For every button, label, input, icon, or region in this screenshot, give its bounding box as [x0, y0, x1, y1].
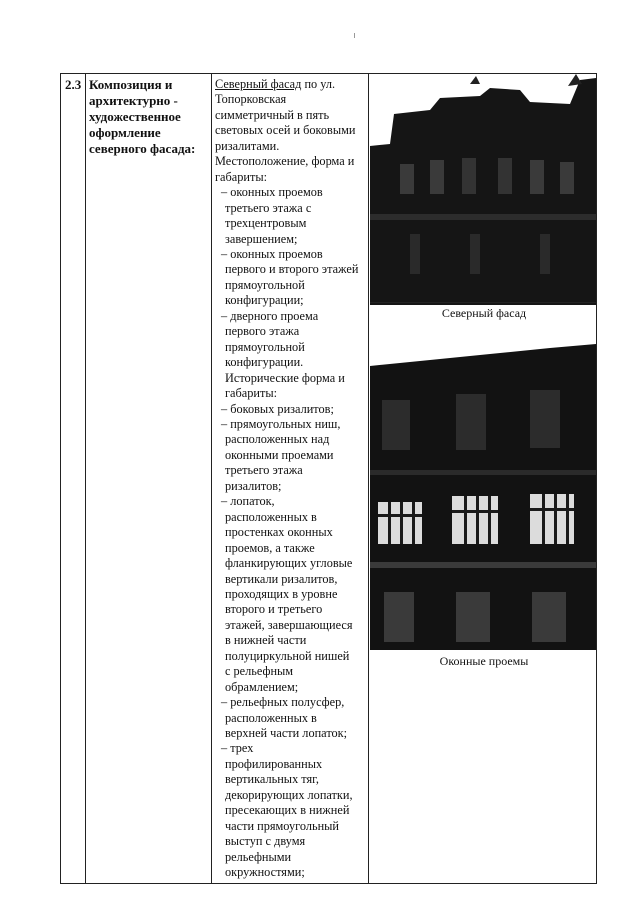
page-mark — [354, 33, 355, 38]
description-line: – рельефных полусфер, — [221, 695, 345, 710]
description-line: вертикали ризалитов, — [225, 571, 338, 586]
description-line: – оконных проемов — [221, 246, 323, 261]
description-line: с рельефным — [225, 664, 294, 679]
description-line: проемов, а также — [225, 540, 315, 555]
heading-line: северного фасада: — [89, 141, 196, 156]
description-line: проходящих в уровне — [225, 586, 338, 601]
description-line: прямоугольной — [225, 339, 305, 354]
description-line: – лопаток, — [221, 494, 275, 509]
description-line: оконными проемами — [225, 447, 334, 462]
description-line: – боковых ризалитов; — [221, 401, 334, 416]
description-line: части прямоугольный — [225, 818, 340, 833]
description-line: конфигурации. — [225, 355, 304, 370]
description-line: симметричный в пять — [215, 107, 330, 122]
description-line: верхней части лопаток; — [225, 726, 348, 741]
description-line: второго и третьего — [225, 602, 323, 617]
description-line: третьего этажа с — [225, 200, 312, 215]
description-line: декорирующих лопатки, — [225, 787, 353, 802]
description-line: прямоугольной — [225, 277, 305, 292]
facade-title: Северный фасад — [215, 77, 302, 91]
description-line: габариты: — [225, 386, 277, 401]
description-line: фланкирующих угловые — [225, 556, 353, 571]
description-line: световых осей и боковыми — [215, 123, 356, 138]
column-divider — [85, 74, 86, 883]
description-line: ризалитами. — [215, 138, 280, 153]
description-line: ризалитов; — [225, 478, 282, 493]
description-line: – дверного проема — [221, 308, 319, 323]
description-line: расположенных в — [225, 710, 317, 725]
description-line: окружностями; — [225, 865, 305, 880]
description-line: – трех — [221, 741, 254, 756]
heading-line: архитектурно - — [89, 93, 178, 108]
description-line: Местоположение, форма и — [215, 154, 355, 169]
description-lines — [215, 92, 365, 880]
heading-line: художественное — [89, 109, 181, 124]
description-line: простенках оконных — [225, 525, 333, 540]
heading-line: оформление — [89, 125, 161, 140]
window-openings-photo — [370, 330, 596, 650]
facade-description — [215, 77, 365, 881]
description-line: – прямоугольных ниш, — [221, 416, 341, 431]
section-heading — [89, 77, 209, 157]
description-line: выступ с двумя — [225, 834, 306, 849]
photo-caption: Северный фасад — [441, 306, 527, 320]
north-facade-photo — [370, 74, 596, 305]
row-number: 2.3 — [65, 77, 82, 92]
heritage-table — [60, 73, 597, 884]
description-line: расположенных в — [225, 509, 317, 524]
description-line: первого этажа — [225, 324, 300, 339]
description-line: первого и второго этажей — [225, 262, 359, 277]
description-line: конфигурации; — [225, 293, 304, 308]
intro-line — [215, 77, 365, 92]
description-line: полуциркульной нишей — [225, 648, 350, 663]
description-line: Исторические форма и — [225, 370, 345, 385]
description-line: расположенных над — [225, 432, 330, 447]
description-line: третьего этажа — [225, 463, 303, 478]
description-line: в нижней части — [225, 633, 307, 648]
description-line: вертикальных тяг, — [225, 772, 319, 787]
description-line: габариты: — [215, 169, 267, 184]
column-divider — [211, 74, 212, 883]
description-line: – оконных проемов — [221, 185, 323, 200]
description-line: трехцентровым — [225, 216, 307, 231]
description-line: этажей, завершающиеся — [225, 617, 353, 632]
intro-rest: по ул. — [301, 77, 336, 91]
heading-line: Композиция и — [89, 77, 173, 92]
description-line: Топорковская — [215, 92, 287, 107]
photo-caption: Оконные проемы — [439, 654, 529, 668]
column-divider — [368, 74, 369, 883]
description-line: рельефными — [225, 849, 292, 864]
description-line: обрамлением; — [225, 679, 299, 694]
description-line: завершением; — [225, 231, 298, 246]
description-line: пресекающих в нижней — [225, 803, 350, 818]
description-line: профилированных — [225, 756, 323, 771]
